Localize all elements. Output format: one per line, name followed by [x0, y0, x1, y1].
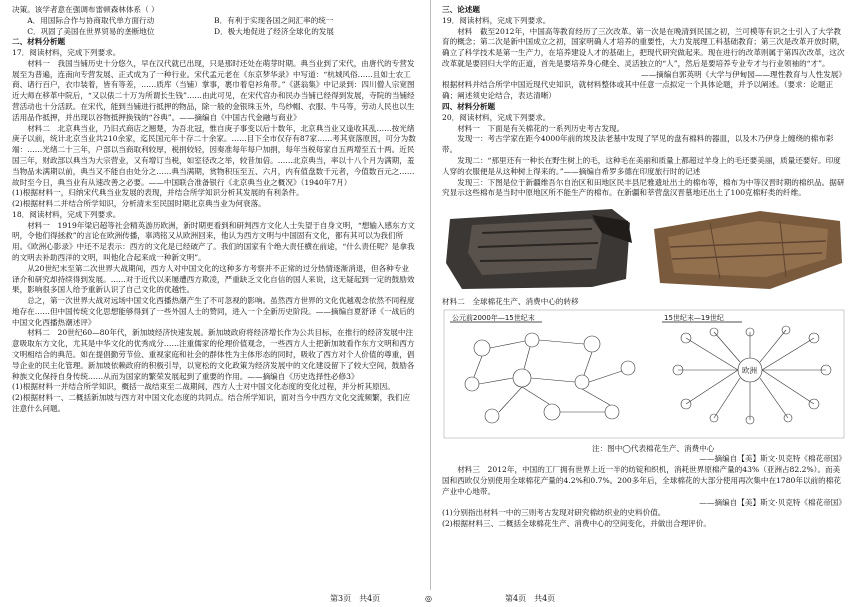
option-d: D．极大地促进了经济全球化的发展	[214, 26, 334, 36]
q20-ask-2: (2)根据材料三、二概括全球棉花生产、消费中心的空间变化，并做出合理评价。	[442, 519, 711, 529]
cotton-artifact-photos	[442, 203, 846, 295]
q18-material-1: 材料一 1919年梁启超等社会精英游历欧洲，新时期更看到和研判西方文化人士失望于自身文明，“想输入感东方文明，令他们得拯救”的言论在欧洲传播，辜鸿铭又从欧洲回来，他认为西方文明与中国固有文化，都有其可以为我们所用。《欧洲心影录》中还不足表示：西方的文化是已经破产了。我们的国家有个绝大责任横在前途，“什么责任呢？是拿我的文明去补助西洋的文明，叫他化合起来成一种新文明”。	[12, 220, 415, 262]
q17-material-2: 材料二 北京典当业，乃旧式商店之翘楚，为吾北冠，惟自庚子事变以后十数年，北京典当业又逢收其乱……按光绪庚子以前，统计北京当业共210余家，迄民国元年十存二十余家。……目下全市仅存有87家……考其衰落原因，可分为数端：……光绪二十三年，户部以当商取利较厚，税捐较轻，因奏准每年每户加捐，每年当税每家自五两增至五十两。近民国三年，财政部以典当为大宗营业，又有增订当税，如室径改之举，较昔加倍。……北京典当，率以十八个月为满期，羞当物品未满期以前，典当又不能自由处分之……典当满期，赏物积压至五、六月，内有值盘数千元者，今值数百元之……故时至今日，典当业有从速改善之必要。——中国联合准备银行《北京典当业之概况》（1940年7月）	[12, 123, 416, 187]
option-b: B．有利于实现各国之间汇率的统一	[214, 15, 334, 25]
q18-ask-1: (1)根据材料一并结合所学知识，概括一战结束至二战期间，西方人士对中国文化态度的变化过程，并分析其原因。	[12, 382, 395, 392]
page-number-right: 第4页 共4页	[505, 593, 556, 603]
cotton-cloth-photo-dark	[442, 203, 638, 295]
map-hub-label: 欧洲	[742, 365, 757, 375]
q16-stem-tail: 决策。该学者意在强调布雷顿森林体系（ ）	[12, 5, 159, 14]
q20-material-1: 材料一 下面是有关棉花的一系列历史考古发现。	[457, 123, 625, 133]
section-heading-2: 二、材料分析题	[12, 37, 66, 47]
q19-requirement: 根据材料并结合所学中国近现代史知识，就材料整体或其中任意一点拟定一个具体论题，并予以阐述。（要求：论题正确；阐述须史论结合，表达清晰）	[442, 80, 834, 101]
option-c: C．巩固了美国在世界贸易的垄断地位	[27, 26, 155, 36]
map-source: ——摘编自【美】斯文·贝克特《棉花帝国》	[699, 454, 846, 464]
column-divider	[430, 0, 431, 590]
q20-stem: 20．阅读材料，完成下列要求。	[442, 112, 551, 122]
q20-material-3: 材料三 2012年，中国的工厂拥有世界上近一半的纺锭和织机，消耗世界原棉产量的43%（亚洲占82.2%）。而美国和西欧仅分别使用全球棉花产量的4.2%和0.7%。200多年后，全球棉花的大部分使用再次集中在1780年以前的棉花产业中心地带。	[442, 465, 841, 496]
q18-material-1c: 总之，第一次世界大战对远场中国文化西播热潮产生了不可忽视的影响。虽然西方世界的文化优越观念依然不同程度地存在……但中国传统文化思想能够得到了一些外国人士的赞同，进入一个全新历史阶段。——摘编自夏舒译《一战后的中国文化西播热潮述评》	[12, 296, 415, 327]
q19-stem: 19．阅读材料，完成下列要求。	[442, 15, 551, 25]
q20-discovery-2: 发现二：“那里还有一种长在野生树上的毛，这种毛在美丽和质量上都超过羊身上的毛还要美丽，质量还要好。印度人穿的衣服便是从这种树上得来的。”——摘编自希罗多德在印度旅行时的记述	[442, 155, 841, 176]
q17-ask-1: (1)根据材料一，归纳宋代典当业发展的表现，并结合所学知识分析其发展的有利条件。	[12, 188, 304, 198]
q19-source: ——摘编自郭英明《大学与伊甸园——理性教育与人性发展》	[640, 69, 846, 79]
map-right-label: 15世纪末—19世纪	[664, 313, 724, 322]
q20-discovery-1: 发现一：考古学家在距今4000年前的埃及法老墓中发现了罕见的盘有棉料的器皿，以及木乃伊身上缠绕的棉布彩带。	[442, 134, 834, 155]
page-center-mark: ◎	[425, 593, 432, 603]
q18-stem: 18．阅读材料，完成下列要求。	[12, 209, 121, 219]
page-3	[12, 5, 416, 415]
q18-ask-2: (2)根据材料一、二概括新加坡与西方对中国文化态度的共同点。结合所学知识，面对当今中西方文化交流频繁，我们应注意什么问题。	[12, 393, 411, 413]
page-number-left: 第3页 共4页	[330, 593, 381, 603]
q18-material-1b: 从20世纪末至第二次世界大战期间，西方人对中国文化的这种多方考察并不正常的过分热情逐渐消退，但各种专业译介和研究却持续得到发展。……对于近代以来屡遭西方欺凌，严重缺乏文化自信的国人来说，这无疑起到一定的鼓励效果，影响很多国人给予重新认识了自己文化的优越性。	[12, 263, 415, 295]
q20-material-3-source: ——摘编自【美】斯文·贝克特《棉花帝国》	[699, 497, 846, 507]
q20-ask-1: (1)分别指出材料一中的三则考古发现对研究棉纺织业的史料价值。	[442, 508, 666, 518]
option-a: A．用国际合作与协商取代单方面行动	[27, 15, 155, 25]
q17-ask-2: (2)根据材料二并结合所学知识，分析清末至民国时期北京典当业为何衰落。	[12, 199, 266, 209]
q17-stem: 17．阅读材料，完成下列要求。	[12, 48, 121, 58]
q19-material: 材料 截至2012年，中国高等教育经历了三次改革。第一次是在晚清到民国之初，兰可模等有识之士引入了大学教育的概念；第二次是新中国成立之初，国家明确人才培养的重要性，大力发展理工科基础教育；第三次是改革开放时期，确立了科学技术是第一生产力，在培养建设人才的基础上，把现代研究做起来。现在进行的改革则属于第四次改革，这次改革就是要回归大学的正道，首先是要培养身心健全、灵活独立的“人”，然后是要培养专业专才与行业领袖的“才”。	[442, 26, 845, 68]
section-heading-4: 四、材料分析题	[442, 102, 496, 112]
cotton-cloth-photo-brown	[650, 203, 846, 295]
page-4	[442, 5, 846, 530]
section-heading-3: 三、论述题	[442, 5, 480, 14]
q17-material-1: 材料一 我国当铺历史十分悠久，早在汉代就已出现，只是那时还处在萌芽时期。典当业到了宋代，由唐代的专营发展至为普遍，连南向专营发展、正式成为了一种行业。宋代孟元老在《东京梦华录》中写道：“杭城风俗……且如士农工商、诸行百户，衣巾装着，皆有等差，……质库（当铺）掌事，裹巾着皂衫角带。”《湛翁集》中记录到：四川僧人宗宽图近大师在移革中院后，“又以俵二十万为所谓长生钱”……由此可见，在宋代官办和民办当铺已经得到发展，寺院的当铺经营活动也十分活跃。在宋代，能到当铺进行抵押的物品，除一般的金银珠玉外，鸟纱帽、衣服、牛马等，劳动人民也以生活用品作抵押，并出现以谷物抵押换钱的“谷典”。——摘编自《中国古代金融与商业》	[12, 58, 415, 122]
q16-options	[12, 16, 416, 38]
map-left-label: 公元前2000年—15世纪末	[452, 313, 535, 322]
q20-discovery-3: 发现三：下图是位于新疆维吾尔自治区和田地区民丰县尼雅遗址出土的棉布等，棉布为中等汉晋时期的棉织品。据研究显示这些棉布是当时中原地区所不能生产的棉布。在新疆和莘营盘汉晋墓地还出土了100克棉籽类的纤维。	[442, 177, 845, 198]
q20-material-2-caption: 材料二 全球棉花生产、消费中心的转移	[442, 297, 579, 307]
q18-material-2: 材料二 20世纪60—80年代，新加坡经济快速发展。新加坡政府将经济增长作为公共目标，在推行的经济发展中注意吸取东方文化，尤其是中华文化的优秀成分……注重儒家的伦理价值观念，一些西方人士把新加坡看作东方文明和西方文明相结合的典范。如在提倡勤劳节俭、重视家庭和社会的群体性为主体形态的同时，吸收了西方对个人价值的尊重，倡导企业的民主化管理。新加坡依赖政府的积极引导，以宽松的文化政策为经济发展中的文化建设留下了较大空间，鼓励各种族文化保持自身传统……从而为国家的繁荣发展起到了重要的作用。——摘编自《历史选择性必修3》	[12, 328, 415, 381]
map-note: 注：图中◯代表棉花生产、消费中心	[592, 443, 715, 453]
cotton-center-shift-map	[442, 308, 846, 440]
